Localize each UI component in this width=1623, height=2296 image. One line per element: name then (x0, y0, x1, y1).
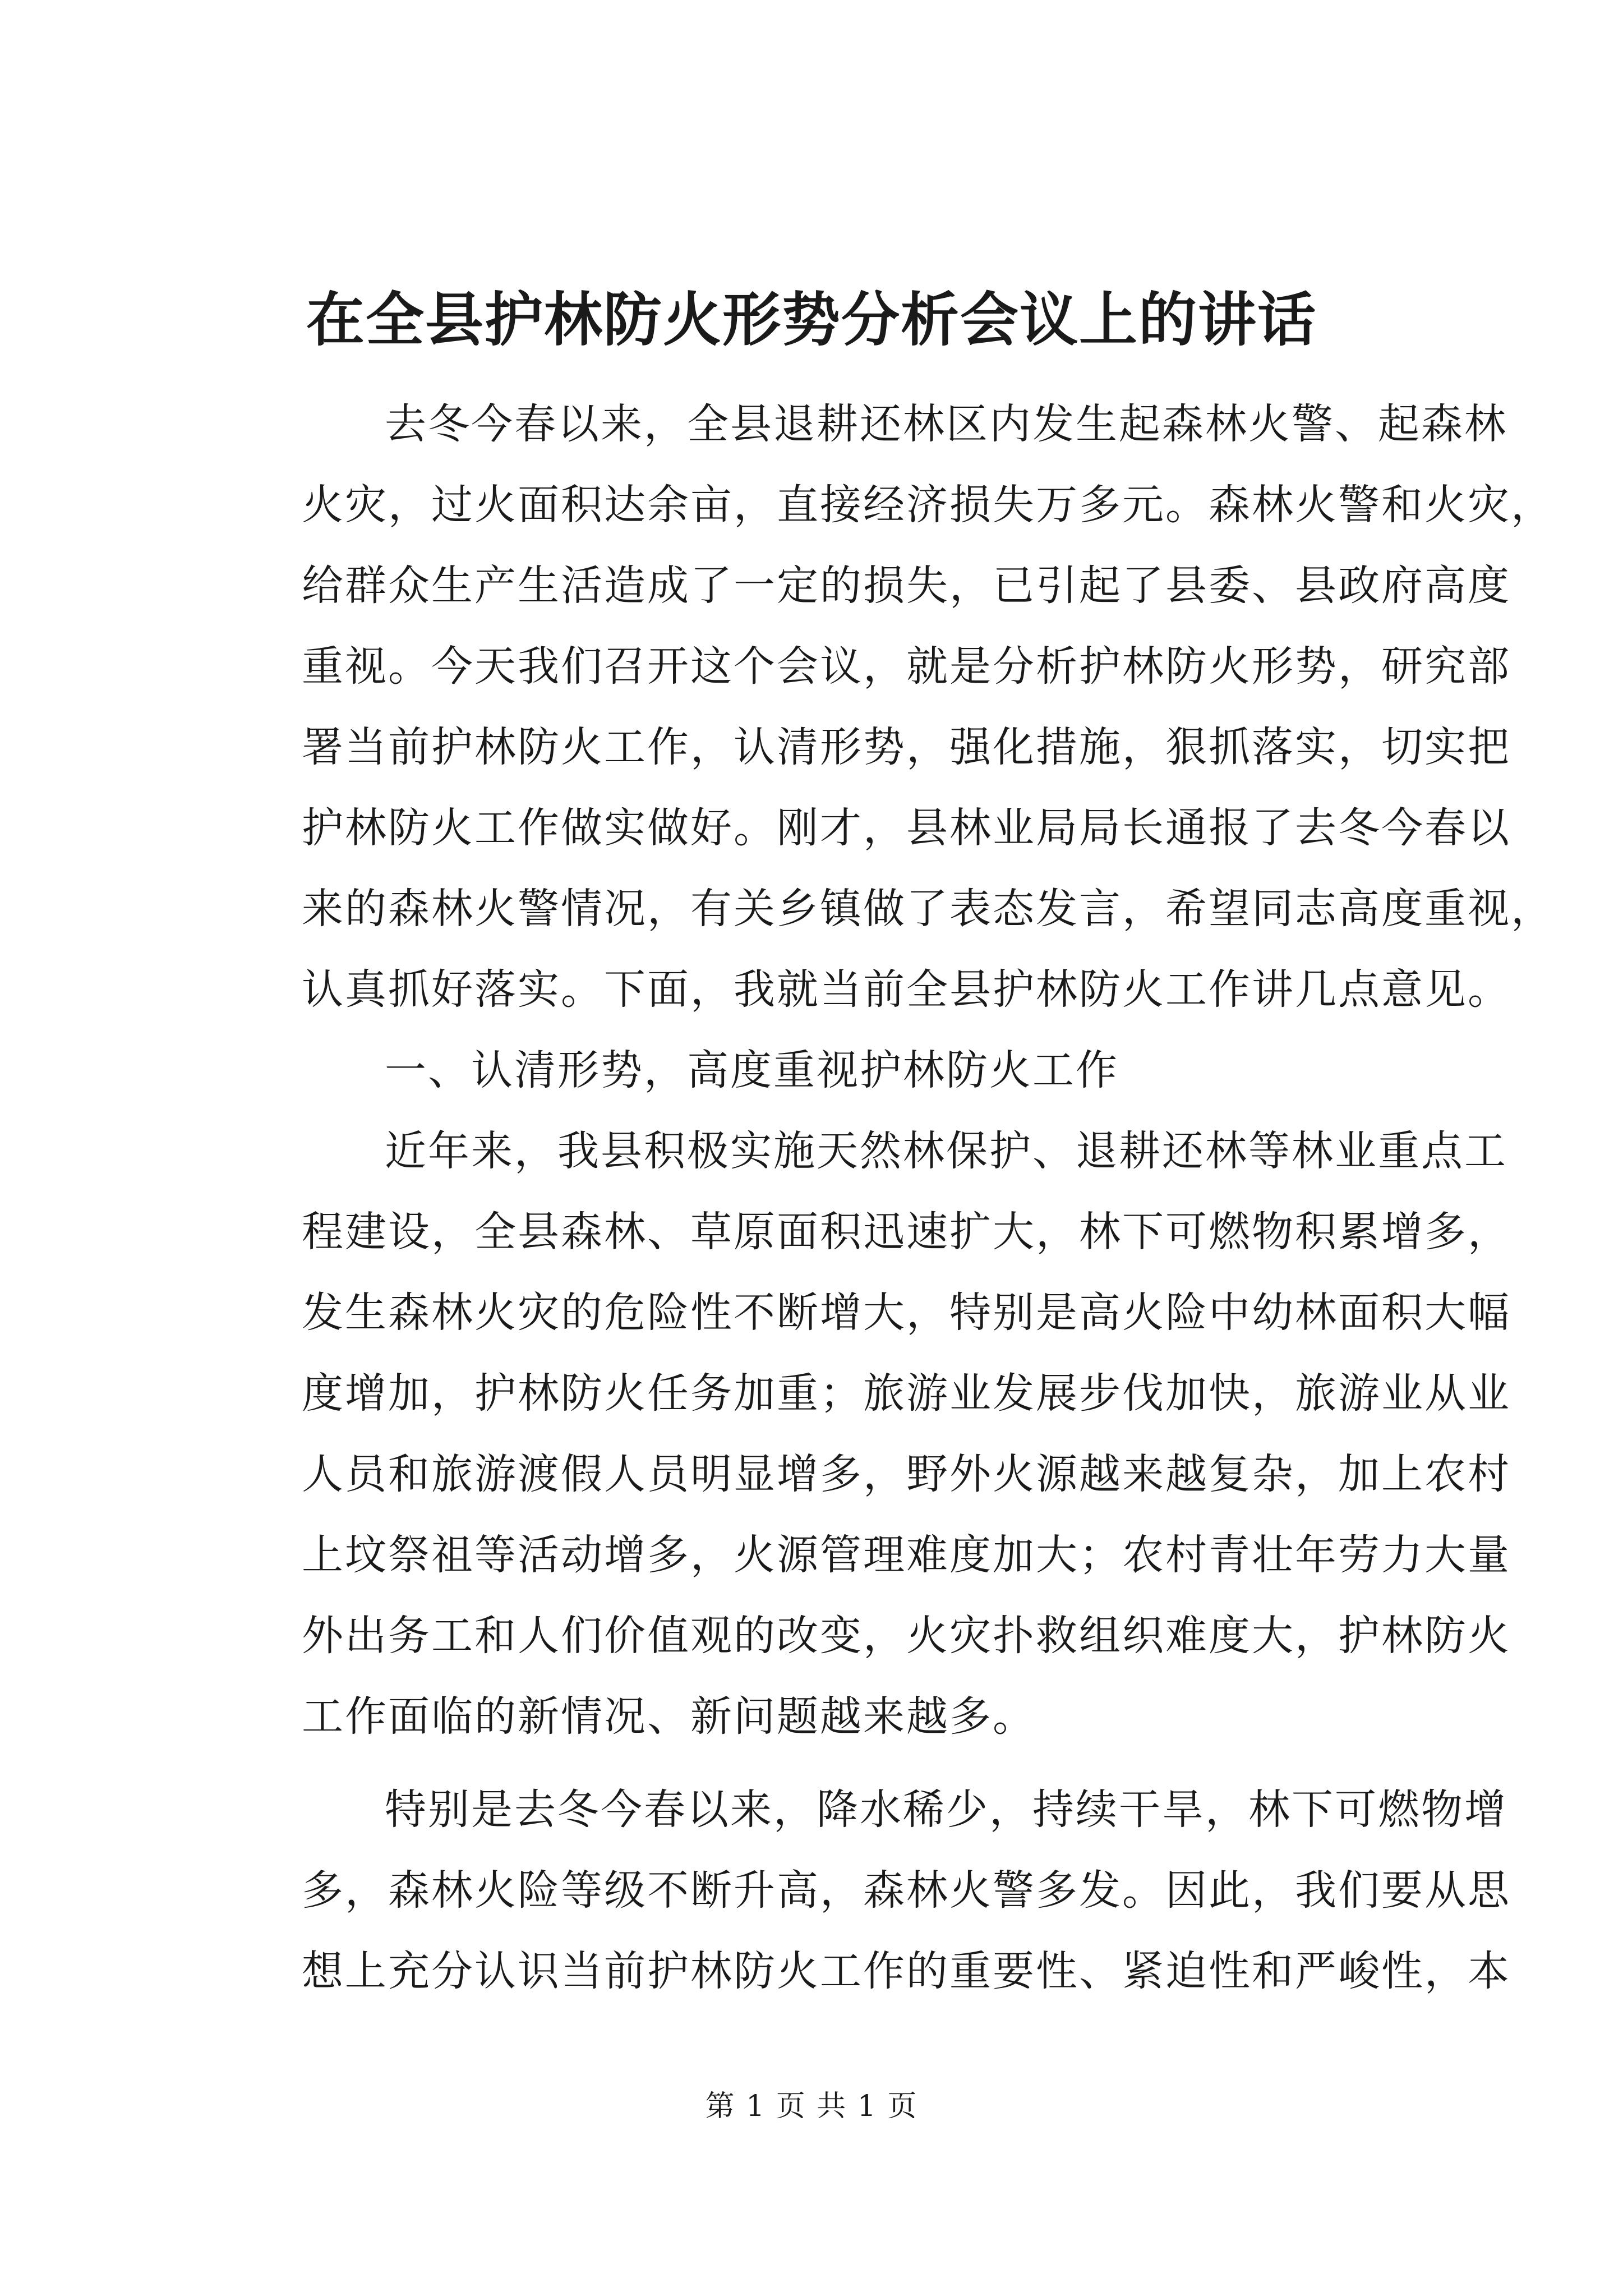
text-line: 一、认清形势，高度重视护林防火工作 (385, 1046, 1119, 1094)
text-line: 发生森林火灾的危险性不断增大，特别是高火险中幼林面积大幅 (302, 1289, 1511, 1337)
text-line: 署当前护林防火工作，认清形势，强化措施，狠抓落实，切实把 (302, 723, 1511, 771)
text-line: 程建设，全县森林、草原面积迅速扩大，林下可燃物积累增多， (302, 1208, 1511, 1256)
text-line: 重视。今天我们召开这个会议，就是分析护林防火形势，研究部 (302, 642, 1511, 691)
text-line: 想上充分认识当前护林防火工作的重要性、紧迫性和严峻性，本 (302, 1947, 1511, 1995)
text-line: 去冬今春以来，全县退耕还林区内发生起森林火警、起森林 (385, 400, 1507, 448)
paragraph-intro (219, 384, 1554, 1030)
text-line: 护林防火工作做实做好。刚才，县林业局局长通报了去冬今春以 (302, 804, 1511, 852)
paragraph-background (219, 1111, 1511, 1757)
text-line: 特别是去冬今春以来，降水稀少，持续干旱，林下可燃物增 (385, 1786, 1507, 1834)
text-line: 人员和旅游渡假人员明显增多，野外火源越来越复杂，加上农村 (302, 1450, 1511, 1498)
document-title: 在全县护林防火形势分析会议上的讲话 (306, 285, 1317, 354)
paragraph-current-situation (219, 1769, 1511, 2012)
text-line: 给群众生产生活造成了一定的损失，已引起了县委、县政府高度 (302, 562, 1511, 610)
document-body (219, 384, 1554, 2012)
page-number-footer: 第 1 页 共 1 页 (705, 2090, 918, 2123)
text-line: 上坟祭祖等活动增多，火源管理难度加大；农村青壮年劳力大量 (302, 1531, 1511, 1579)
text-line: 近年来，我县积极实施天然林保护、退耕还林等林业重点工 (385, 1127, 1507, 1175)
section-heading (219, 1030, 1416, 1111)
text-line: 度增加，护林防火任务加重；旅游业发展步伐加快，旅游业从业 (302, 1369, 1511, 1418)
text-line: 外出务工和人们价值观的改变，火灾扑救组织难度大，护林防火 (302, 1612, 1511, 1660)
text-line: 多，森林火险等级不断升高，森林火警多发。因此，我们要从思 (302, 1866, 1511, 1915)
text-line: 认真抓好落实。下面，我就当前全县护林防火工作讲几点意见。 (302, 965, 1511, 1014)
text-line: 来的森林火警情况，有关乡镇做了表态发言，希望同志高度重视， (302, 885, 1554, 933)
text-line: 工作面临的新情况、新问题越来越多。 (302, 1692, 1036, 1741)
text-line: 火灾，过火面积达余亩，直接经济损失万多元。森林火警和火灾， (302, 481, 1554, 529)
